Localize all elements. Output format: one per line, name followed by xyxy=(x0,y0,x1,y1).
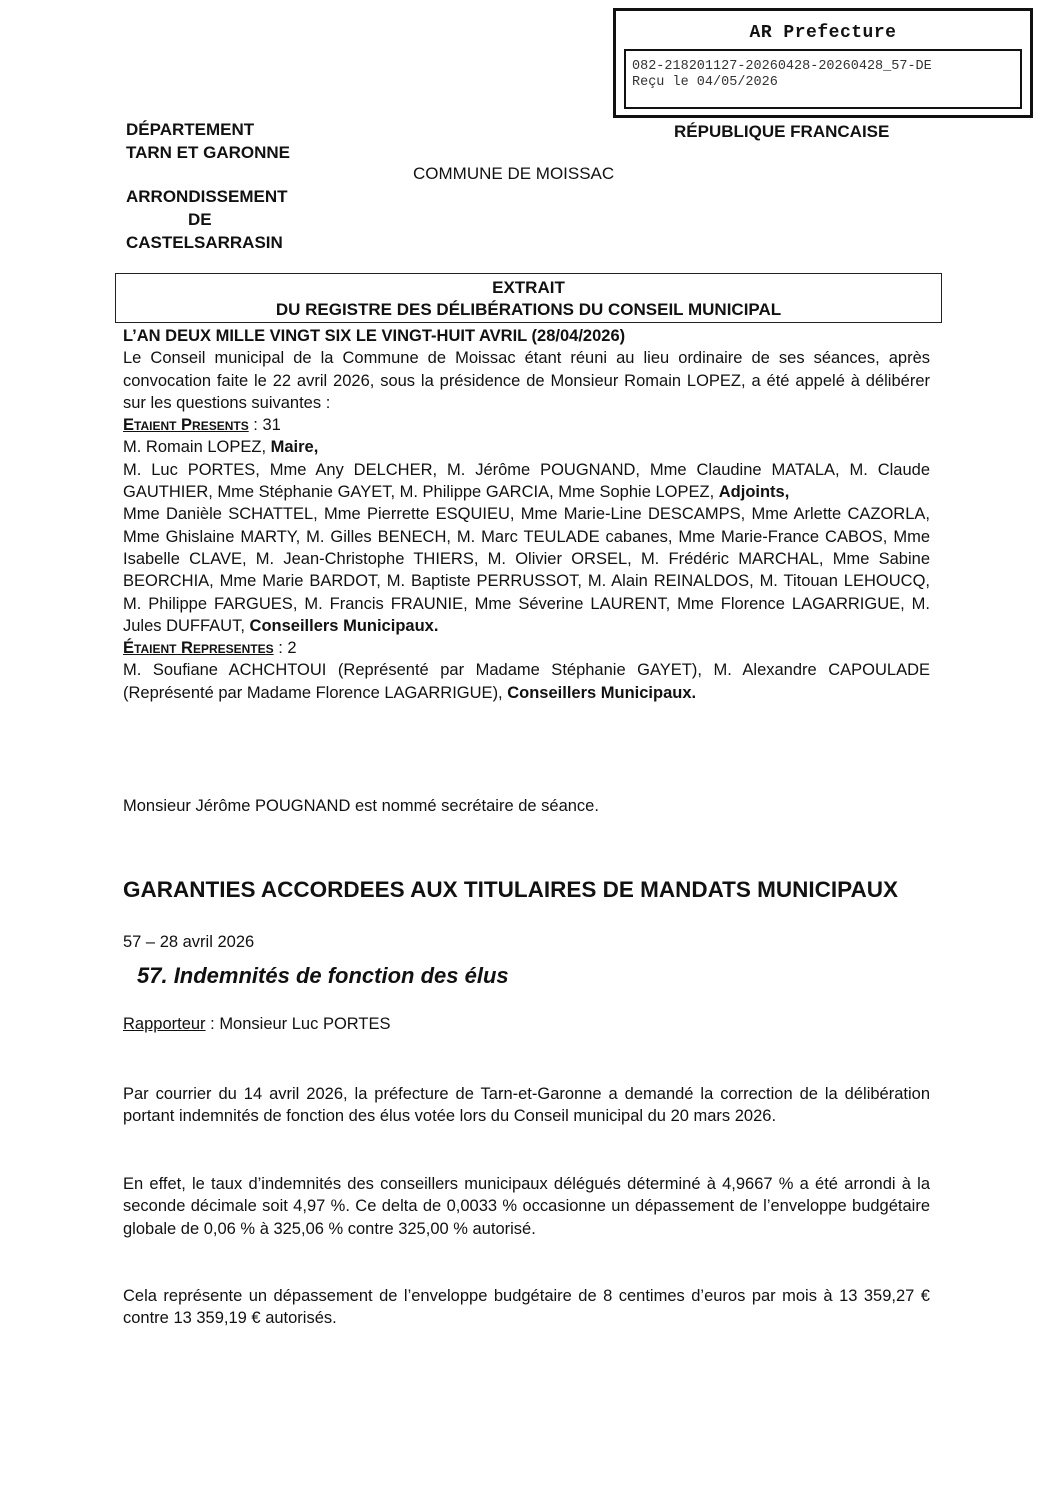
departement-block xyxy=(126,118,290,164)
rapporteur-label: Rapporteur xyxy=(123,1015,206,1033)
ar-prefecture-stamp xyxy=(613,8,1033,118)
representes-names: M. Soufiane ACHCHTOUI (Représenté par Madame Stéphanie GAYET), M. Alexandre CAPOULADE (Représenté par Madame Florence LAGARRIGUE), xyxy=(123,661,930,702)
adjoints-role: Adjoints, xyxy=(718,483,790,502)
arrondissement-label: ARRONDISSEMENT xyxy=(126,187,288,206)
maire-name: M. Romain LOPEZ, xyxy=(123,438,271,457)
presents-line xyxy=(123,414,930,436)
departement-label: DÉPARTEMENT xyxy=(126,120,255,139)
rapporteur-value: : Monsieur Luc PORTES xyxy=(205,1015,391,1033)
session-date: L’AN DEUX MILLE VINGT SIX LE VINGT-HUIT AVRIL (28/04/2026) xyxy=(123,327,626,345)
arrondissement-de: DE xyxy=(188,210,212,229)
stamp-title: AR Prefecture xyxy=(749,23,897,43)
arrondissement-block xyxy=(126,185,288,254)
presents-count: : 31 xyxy=(248,416,281,435)
presents-label: Etaient Presents xyxy=(123,416,249,435)
stamp-reference: 082-218201127-20260428-20260428_57-DE xyxy=(632,59,932,74)
paragraph-2: En effet, le taux d’indemnités des conseillers municipaux délégués déterminé à 4,9667 % a été arrondi à la seconde décimale soit 4,97 %. Ce delta de 0,0033 % occasionne un dépassement de l’enveloppe budgétaire globale de 0,06 % à 325,06 % contre 325,00 % autorisé. xyxy=(123,1175,930,1238)
representes-label: Étaient Representes xyxy=(123,639,274,658)
item-title: 57. Indemnités de fonction des élus xyxy=(137,963,509,988)
departement-name: TARN ET GARONNE xyxy=(126,143,291,162)
conseillers-role: Conseillers Municipaux. xyxy=(249,616,439,635)
republique-label: RÉPUBLIQUE FRANCAISE xyxy=(674,122,890,141)
session-intro: Le Conseil municipal de la Commune de Moissac étant réuni au lieu ordinaire de ses séances, après convocation faite le 22 avril 2026, sous la présidence de Monsieur Romain LOPEZ, a été appelé à délibérer sur les questions suivantes : xyxy=(123,349,930,412)
representes-line xyxy=(123,637,930,659)
section-subtitle: 57 – 28 avril 2026 xyxy=(123,933,255,951)
extrait-subtitle: DU REGISTRE DES DÉLIBÉRATIONS DU CONSEIL MUNICIPAL xyxy=(275,300,782,319)
maire-role: Maire, xyxy=(270,438,319,457)
paragraph-3: Cela représente un dépassement de l’enveloppe budgétaire de 8 centimes d’euros par mois à 13 359,27 € contre 13 359,19 € autorisés. xyxy=(123,1287,930,1328)
paragraph-1: Par courrier du 14 avril 2026, la préfecture de Tarn-et-Garonne a demandé la correction de la délibération portant indemnités de fonction des élus votée lors du Conseil municipal du 20 mars 2026. xyxy=(123,1085,930,1126)
extrait-box xyxy=(115,273,942,323)
extrait-title: EXTRAIT xyxy=(492,278,565,297)
commune-label: COMMUNE DE MOISSAC xyxy=(413,164,615,183)
conseillers-names: Mme Danièle SCHATTEL, Mme Pierrette ESQUIEU, Mme Marie-Line DESCAMPS, Mme Arlette CAZORLA, Mme Ghislaine MARTY, M. Gilles BENECH, M. Marc TEULADE cabanes, Mme Marie-France CABOS, Mme Isabelle CLAVE, M. Jean-Christophe THIERS, M. Olivier ORSEL, M. Frédéric MARCHAL, Mme Sabine BEORCHIA, Mme Marie BARDOT, M. Baptiste PERRUSSOT, M. Alain REINALDOS, M. Titouan LEHOUCQ, M. Philippe FARGUES, M. Francis FRAUNIE, Mme Séverine LAURENT, Mme Florence LAGARRIGUE, M. Jules DUFFAUT, xyxy=(123,505,930,635)
adjoints-line xyxy=(123,459,930,504)
conseillers-line xyxy=(123,503,930,637)
stamp-received-date: Reçu le 04/05/2026 xyxy=(632,75,778,90)
rapporteur-line xyxy=(123,1015,391,1034)
stamp-details xyxy=(624,49,1022,109)
maire-line xyxy=(123,436,930,458)
representes-count: : 2 xyxy=(273,639,297,658)
arrondissement-name: CASTELSARRASIN xyxy=(126,233,283,252)
secretaire-line: Monsieur Jérôme POUGNAND est nommé secrétaire de séance. xyxy=(123,797,599,815)
session-block xyxy=(123,325,930,704)
section-title: GARANTIES ACCORDEES AUX TITULAIRES DE MANDATS MUNICIPAUX xyxy=(123,877,899,902)
adjoints-names: M. Luc PORTES, Mme Any DELCHER, M. Jérôme POUGNAND, Mme Claudine MATALA, M. Claude GAUTHIER, Mme Stéphanie GAYET, M. Philippe GARCIA, Mme Sophie LOPEZ, xyxy=(123,460,930,502)
representes-details xyxy=(123,659,930,704)
representes-role: Conseillers Municipaux. xyxy=(507,683,697,702)
